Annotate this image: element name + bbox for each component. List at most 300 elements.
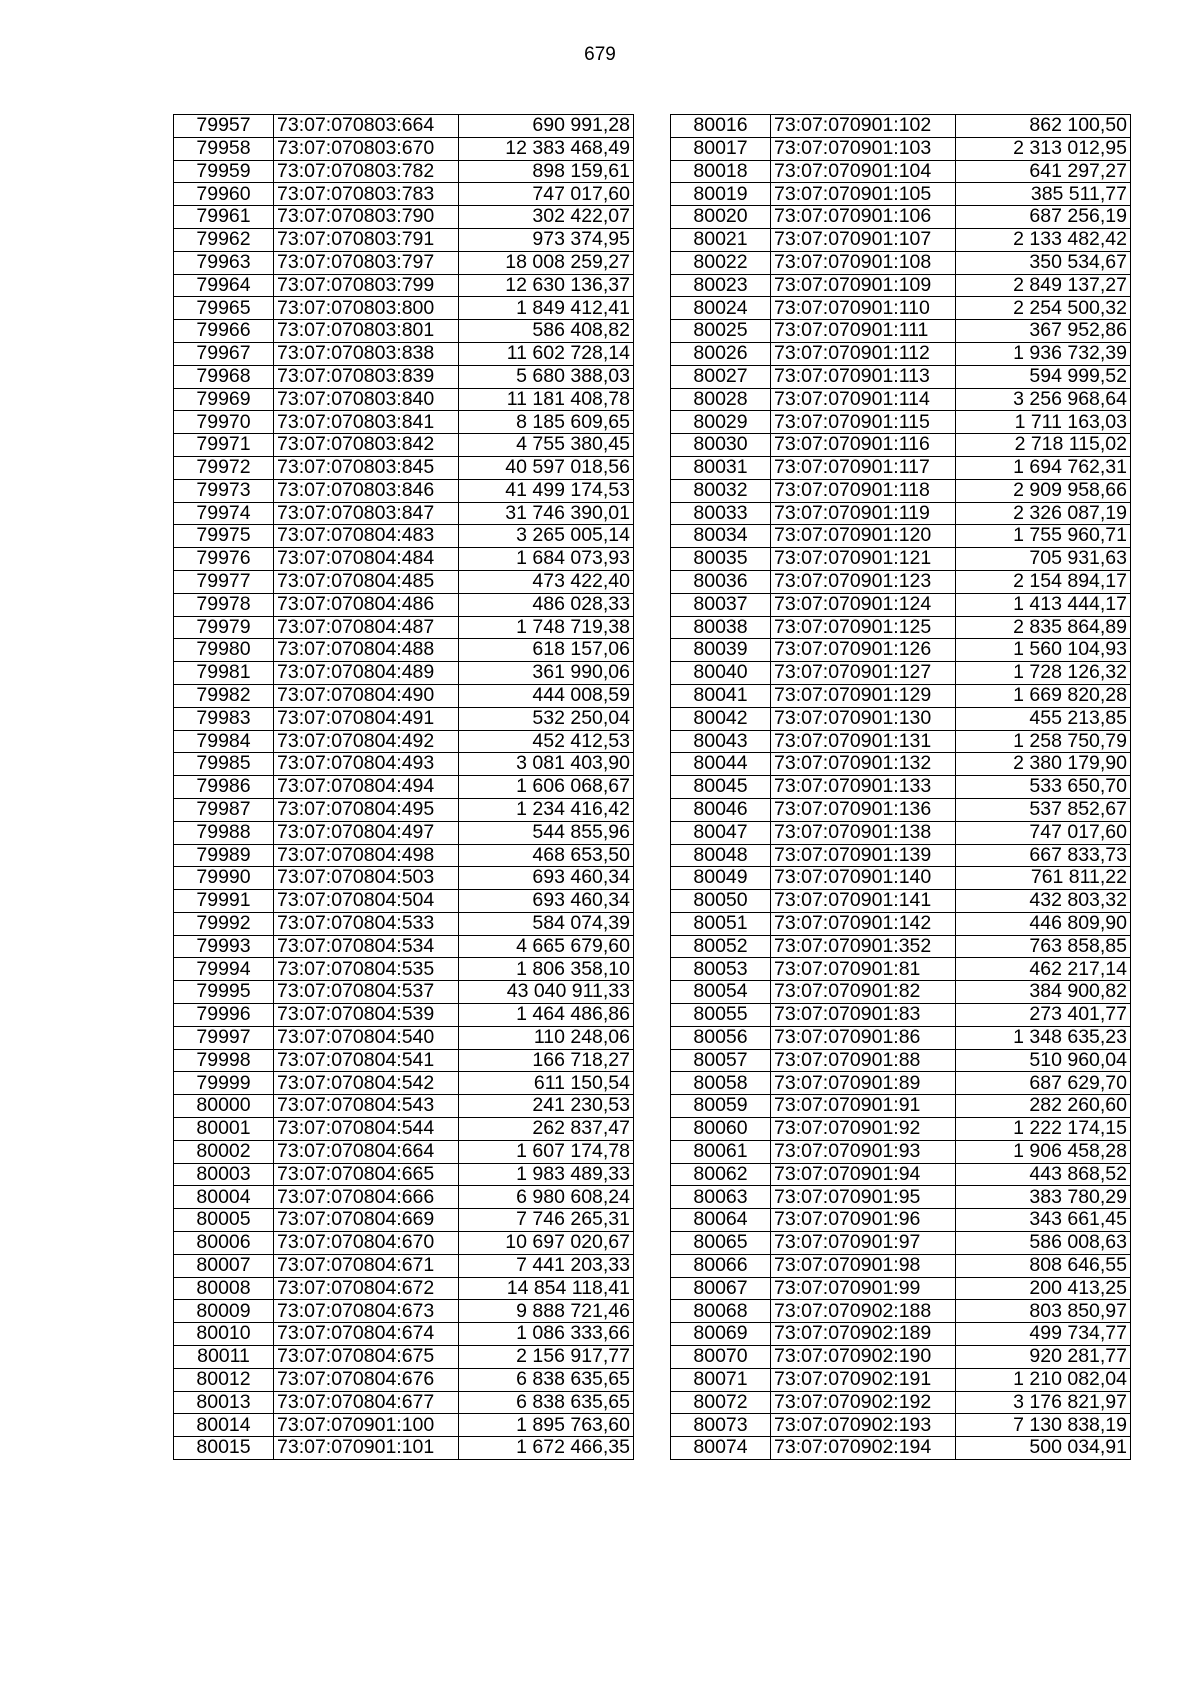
cadastral-number-cell: 73:07:070804:544	[274, 1118, 459, 1141]
row-number-cell: 79993	[174, 935, 274, 958]
row-number-cell: 79960	[174, 183, 274, 206]
value-cell: 2 133 482,42	[956, 228, 1131, 251]
row-number-cell: 80017	[671, 137, 771, 160]
row-number-cell: 80012	[174, 1368, 274, 1391]
table-row	[174, 1254, 634, 1277]
cadastral-number-cell: 73:07:070901:130	[771, 707, 956, 730]
value-cell: 584 074,39	[459, 912, 634, 935]
value-cell: 473 422,40	[459, 570, 634, 593]
cadastral-number-cell: 73:07:070804:541	[274, 1049, 459, 1072]
table-row	[671, 183, 1131, 206]
value-cell: 920 281,77	[956, 1346, 1131, 1369]
value-cell: 611 150,54	[459, 1072, 634, 1095]
value-cell: 1 234 416,42	[459, 798, 634, 821]
cadastral-number-cell: 73:07:070804:672	[274, 1277, 459, 1300]
table-row	[671, 935, 1131, 958]
table-row	[671, 570, 1131, 593]
row-number-cell: 79979	[174, 616, 274, 639]
cadastral-number-cell: 73:07:070901:121	[771, 548, 956, 571]
row-number-cell: 80065	[671, 1232, 771, 1255]
table-row	[671, 251, 1131, 274]
cadastral-number-cell: 73:07:070803:838	[274, 342, 459, 365]
row-number-cell: 79977	[174, 570, 274, 593]
table-row	[174, 411, 634, 434]
row-number-cell: 80048	[671, 844, 771, 867]
value-cell: 1 806 358,10	[459, 958, 634, 981]
row-number-cell: 79982	[174, 684, 274, 707]
value-cell: 594 999,52	[956, 365, 1131, 388]
value-cell: 763 858,85	[956, 935, 1131, 958]
value-cell: 200 413,25	[956, 1277, 1131, 1300]
row-number-cell: 80054	[671, 981, 771, 1004]
value-cell: 544 855,96	[459, 821, 634, 844]
row-number-cell: 80049	[671, 867, 771, 890]
table-row	[174, 707, 634, 730]
table-row	[174, 821, 634, 844]
row-number-cell: 80023	[671, 274, 771, 297]
value-cell: 1 983 489,33	[459, 1163, 634, 1186]
value-cell: 18 008 259,27	[459, 251, 634, 274]
cadastral-number-cell: 73:07:070803:797	[274, 251, 459, 274]
row-number-cell: 79975	[174, 525, 274, 548]
table-row	[174, 1414, 634, 1437]
value-cell: 1 348 635,23	[956, 1026, 1131, 1049]
cadastral-number-cell: 73:07:070804:486	[274, 593, 459, 616]
value-cell: 11 602 728,14	[459, 342, 634, 365]
table-row	[671, 662, 1131, 685]
row-number-cell: 79969	[174, 388, 274, 411]
table-row	[174, 228, 634, 251]
cadastral-number-cell: 73:07:070901:83	[771, 1004, 956, 1027]
table-row	[671, 297, 1131, 320]
cadastral-number-cell: 73:07:070901:117	[771, 456, 956, 479]
row-number-cell: 80061	[671, 1140, 771, 1163]
value-cell: 6 980 608,24	[459, 1186, 634, 1209]
table-row	[671, 411, 1131, 434]
cadastral-number-cell: 73:07:070804:498	[274, 844, 459, 867]
table-row	[174, 274, 634, 297]
cadastral-number-cell: 73:07:070902:192	[771, 1391, 956, 1414]
value-cell: 302 422,07	[459, 206, 634, 229]
cadastral-number-cell: 73:07:070902:193	[771, 1414, 956, 1437]
value-cell: 7 130 838,19	[956, 1414, 1131, 1437]
value-cell: 432 803,32	[956, 890, 1131, 913]
value-cell: 9 888 721,46	[459, 1300, 634, 1323]
cadastral-number-cell: 73:07:070804:504	[274, 890, 459, 913]
cadastral-number-cell: 73:07:070901:114	[771, 388, 956, 411]
value-cell: 586 408,82	[459, 320, 634, 343]
table-row	[671, 1300, 1131, 1323]
cadastral-number-cell: 73:07:070901:111	[771, 320, 956, 343]
row-number-cell: 80050	[671, 890, 771, 913]
row-number-cell: 80062	[671, 1163, 771, 1186]
table-row	[671, 1118, 1131, 1141]
cadastral-number-cell: 73:07:070901:126	[771, 639, 956, 662]
cadastral-number-cell: 73:07:070803:842	[274, 434, 459, 457]
value-cell: 7 441 203,33	[459, 1254, 634, 1277]
cadastral-number-cell: 73:07:070901:120	[771, 525, 956, 548]
cadastral-number-cell: 73:07:070901:104	[771, 160, 956, 183]
cadastral-number-cell: 73:07:070901:81	[771, 958, 956, 981]
table-row	[174, 912, 634, 935]
cadastral-number-cell: 73:07:070901:131	[771, 730, 956, 753]
table-row	[174, 434, 634, 457]
cadastral-number-cell: 73:07:070804:493	[274, 753, 459, 776]
table-row	[174, 137, 634, 160]
row-number-cell: 80001	[174, 1118, 274, 1141]
cadastral-number-cell: 73:07:070803:791	[274, 228, 459, 251]
row-number-cell: 80039	[671, 639, 771, 662]
value-cell: 241 230,53	[459, 1095, 634, 1118]
row-number-cell: 80064	[671, 1209, 771, 1232]
row-number-cell: 79984	[174, 730, 274, 753]
table-row	[671, 1254, 1131, 1277]
value-cell: 537 852,67	[956, 798, 1131, 821]
cadastral-number-cell: 73:07:070901:110	[771, 297, 956, 320]
value-cell: 262 837,47	[459, 1118, 634, 1141]
cadastral-number-cell: 73:07:070803:670	[274, 137, 459, 160]
table-row	[671, 365, 1131, 388]
cadastral-number-cell: 73:07:070804:495	[274, 798, 459, 821]
value-cell: 166 718,27	[459, 1049, 634, 1072]
value-cell: 452 412,53	[459, 730, 634, 753]
row-number-cell: 80035	[671, 548, 771, 571]
value-cell: 1 560 104,93	[956, 639, 1131, 662]
value-cell: 343 661,45	[956, 1209, 1131, 1232]
value-cell: 1 906 458,28	[956, 1140, 1131, 1163]
cadastral-number-cell: 73:07:070804:483	[274, 525, 459, 548]
row-number-cell: 80024	[671, 297, 771, 320]
row-number-cell: 79986	[174, 776, 274, 799]
table-row	[671, 1095, 1131, 1118]
value-cell: 4 755 380,45	[459, 434, 634, 457]
cadastral-number-cell: 73:07:070901:116	[771, 434, 956, 457]
table-row	[671, 1026, 1131, 1049]
value-cell: 1 413 444,17	[956, 593, 1131, 616]
value-cell: 761 811,22	[956, 867, 1131, 890]
row-number-cell: 80058	[671, 1072, 771, 1095]
value-cell: 1 849 412,41	[459, 297, 634, 320]
row-number-cell: 79961	[174, 206, 274, 229]
cadastral-number-cell: 73:07:070901:113	[771, 365, 956, 388]
row-number-cell: 79966	[174, 320, 274, 343]
table-row	[671, 434, 1131, 457]
cadastral-number-cell: 73:07:070804:666	[274, 1186, 459, 1209]
cadastral-number-cell: 73:07:070803:847	[274, 502, 459, 525]
row-number-cell: 80013	[174, 1391, 274, 1414]
value-cell: 1 748 719,38	[459, 616, 634, 639]
row-number-cell: 80006	[174, 1232, 274, 1255]
value-cell: 282 260,60	[956, 1095, 1131, 1118]
row-number-cell: 80029	[671, 411, 771, 434]
table-row	[174, 479, 634, 502]
table-row	[671, 1277, 1131, 1300]
table-row	[671, 684, 1131, 707]
row-number-cell: 79997	[174, 1026, 274, 1049]
cadastral-number-cell: 73:07:070804:534	[274, 935, 459, 958]
value-cell: 1 669 820,28	[956, 684, 1131, 707]
value-cell: 687 256,19	[956, 206, 1131, 229]
row-number-cell: 79978	[174, 593, 274, 616]
cadastral-number-cell: 73:07:070804:533	[274, 912, 459, 935]
table-row	[671, 844, 1131, 867]
table-row	[671, 707, 1131, 730]
value-cell: 31 746 390,01	[459, 502, 634, 525]
table-row	[671, 776, 1131, 799]
table-row	[174, 570, 634, 593]
table-row	[174, 206, 634, 229]
table-row	[671, 160, 1131, 183]
table-row	[174, 320, 634, 343]
row-number-cell: 80005	[174, 1209, 274, 1232]
table-row	[671, 639, 1131, 662]
value-cell: 687 629,70	[956, 1072, 1131, 1095]
cadastral-number-cell: 73:07:070804:671	[274, 1254, 459, 1277]
table-row	[174, 388, 634, 411]
cadastral-number-cell: 73:07:070901:100	[274, 1414, 459, 1437]
value-cell: 618 157,06	[459, 639, 634, 662]
value-cell: 1 936 732,39	[956, 342, 1131, 365]
table-row	[174, 1072, 634, 1095]
table-row	[174, 639, 634, 662]
value-cell: 3 265 005,14	[459, 525, 634, 548]
value-cell: 2 154 894,17	[956, 570, 1131, 593]
table-row	[174, 1049, 634, 1072]
cadastral-number-cell: 73:07:070901:129	[771, 684, 956, 707]
row-number-cell: 79967	[174, 342, 274, 365]
value-cell: 705 931,63	[956, 548, 1131, 571]
cadastral-number-cell: 73:07:070901:107	[771, 228, 956, 251]
row-number-cell: 80070	[671, 1346, 771, 1369]
row-number-cell: 80038	[671, 616, 771, 639]
page-number: 679	[584, 44, 616, 65]
value-cell: 1 728 126,32	[956, 662, 1131, 685]
value-cell: 1 755 960,71	[956, 525, 1131, 548]
table-row	[671, 798, 1131, 821]
row-number-cell: 80074	[671, 1437, 771, 1460]
value-cell: 110 248,06	[459, 1026, 634, 1049]
table-row	[671, 1232, 1131, 1255]
row-number-cell: 80022	[671, 251, 771, 274]
table-row	[174, 1118, 634, 1141]
row-number-cell: 80043	[671, 730, 771, 753]
cadastral-number-cell: 73:07:070804:675	[274, 1346, 459, 1369]
table-row	[174, 776, 634, 799]
row-number-cell: 79964	[174, 274, 274, 297]
value-cell: 8 185 609,65	[459, 411, 634, 434]
table-row	[174, 753, 634, 776]
cadastral-number-cell: 73:07:070804:503	[274, 867, 459, 890]
row-number-cell: 80059	[671, 1095, 771, 1118]
table-row	[174, 342, 634, 365]
row-number-cell: 80009	[174, 1300, 274, 1323]
row-number-cell: 79981	[174, 662, 274, 685]
table-row	[174, 1163, 634, 1186]
table-row	[671, 228, 1131, 251]
value-cell: 862 100,50	[956, 115, 1131, 138]
row-number-cell: 79968	[174, 365, 274, 388]
table-row	[671, 1391, 1131, 1414]
row-number-cell: 79959	[174, 160, 274, 183]
row-number-cell: 80016	[671, 115, 771, 138]
row-number-cell: 80007	[174, 1254, 274, 1277]
cadastral-number-cell: 73:07:070901:103	[771, 137, 956, 160]
value-cell: 383 780,29	[956, 1186, 1131, 1209]
row-number-cell: 80021	[671, 228, 771, 251]
table-row	[174, 1209, 634, 1232]
table-row	[671, 753, 1131, 776]
value-cell: 1 895 763,60	[459, 1414, 634, 1437]
value-cell: 2 254 500,32	[956, 297, 1131, 320]
table-row	[174, 958, 634, 981]
cadastral-number-cell: 73:07:070804:677	[274, 1391, 459, 1414]
value-cell: 2 313 012,95	[956, 137, 1131, 160]
value-cell: 443 868,52	[956, 1163, 1131, 1186]
cadastral-number-cell: 73:07:070803:839	[274, 365, 459, 388]
row-number-cell: 79971	[174, 434, 274, 457]
row-number-cell: 80056	[671, 1026, 771, 1049]
table-row	[671, 548, 1131, 571]
cadastral-number-cell: 73:07:070804:540	[274, 1026, 459, 1049]
value-cell: 500 034,91	[956, 1437, 1131, 1460]
cadastral-number-cell: 73:07:070803:664	[274, 115, 459, 138]
cadastral-number-cell: 73:07:070901:88	[771, 1049, 956, 1072]
value-cell: 641 297,27	[956, 160, 1131, 183]
cadastral-number-cell: 73:07:070804:491	[274, 707, 459, 730]
row-number-cell: 79994	[174, 958, 274, 981]
row-number-cell: 79998	[174, 1049, 274, 1072]
cadastral-number-cell: 73:07:070804:492	[274, 730, 459, 753]
row-number-cell: 79988	[174, 821, 274, 844]
table-row	[671, 821, 1131, 844]
table-row	[671, 912, 1131, 935]
table-row	[174, 844, 634, 867]
value-cell: 11 181 408,78	[459, 388, 634, 411]
cadastral-number-cell: 73:07:070803:845	[274, 456, 459, 479]
table-row	[174, 935, 634, 958]
value-cell: 462 217,14	[956, 958, 1131, 981]
table-row	[671, 1004, 1131, 1027]
value-cell: 14 854 118,41	[459, 1277, 634, 1300]
value-cell: 43 040 911,33	[459, 981, 634, 1004]
row-number-cell: 80044	[671, 753, 771, 776]
cadastral-number-cell: 73:07:070902:194	[771, 1437, 956, 1460]
value-cell: 367 952,86	[956, 320, 1131, 343]
value-cell: 586 008,63	[956, 1232, 1131, 1255]
cadastral-number-cell: 73:07:070804:485	[274, 570, 459, 593]
value-cell: 455 213,85	[956, 707, 1131, 730]
table-row	[671, 137, 1131, 160]
row-number-cell: 79973	[174, 479, 274, 502]
value-cell: 446 809,90	[956, 912, 1131, 935]
row-number-cell: 80037	[671, 593, 771, 616]
table-row	[174, 183, 634, 206]
cadastral-number-cell: 73:07:070804:484	[274, 548, 459, 571]
row-number-cell: 79963	[174, 251, 274, 274]
row-number-cell: 80068	[671, 1300, 771, 1323]
cadastral-number-cell: 73:07:070803:800	[274, 297, 459, 320]
value-cell: 6 838 635,65	[459, 1368, 634, 1391]
value-cell: 533 650,70	[956, 776, 1131, 799]
cadastral-number-cell: 73:07:070804:676	[274, 1368, 459, 1391]
table-row	[671, 1186, 1131, 1209]
row-number-cell: 79974	[174, 502, 274, 525]
row-number-cell: 80033	[671, 502, 771, 525]
row-number-cell: 80041	[671, 684, 771, 707]
row-number-cell: 80071	[671, 1368, 771, 1391]
table-row	[174, 456, 634, 479]
table-row	[671, 616, 1131, 639]
row-number-cell: 80032	[671, 479, 771, 502]
right-table-body	[671, 115, 1131, 1460]
table-row	[174, 662, 634, 685]
value-cell: 803 850,97	[956, 1300, 1131, 1323]
value-cell: 690 991,28	[459, 115, 634, 138]
table-row	[174, 890, 634, 913]
table-row	[671, 206, 1131, 229]
value-cell: 2 156 917,77	[459, 1346, 634, 1369]
row-number-cell: 80004	[174, 1186, 274, 1209]
cadastral-number-cell: 73:07:070901:352	[771, 935, 956, 958]
value-cell: 2 326 087,19	[956, 502, 1131, 525]
table-row	[174, 1277, 634, 1300]
row-number-cell: 80014	[174, 1414, 274, 1437]
cadastral-number-cell: 73:07:070804:489	[274, 662, 459, 685]
row-number-cell: 80066	[671, 1254, 771, 1277]
cadastral-number-cell: 73:07:070803:801	[274, 320, 459, 343]
table-row	[671, 115, 1131, 138]
table-row	[174, 1186, 634, 1209]
cadastral-number-cell: 73:07:070804:665	[274, 1163, 459, 1186]
left-table-body	[174, 115, 634, 1460]
row-number-cell: 80069	[671, 1323, 771, 1346]
cadastral-number-cell: 73:07:070901:115	[771, 411, 956, 434]
table-row	[174, 684, 634, 707]
cadastral-number-cell: 73:07:070804:669	[274, 1209, 459, 1232]
row-number-cell: 80036	[671, 570, 771, 593]
table-row	[174, 1140, 634, 1163]
value-cell: 1 210 082,04	[956, 1368, 1131, 1391]
value-cell: 41 499 174,53	[459, 479, 634, 502]
table-row	[174, 867, 634, 890]
row-number-cell: 80018	[671, 160, 771, 183]
row-number-cell: 79991	[174, 890, 274, 913]
cadastral-number-cell: 73:07:070901:89	[771, 1072, 956, 1095]
row-number-cell: 79989	[174, 844, 274, 867]
row-number-cell: 79985	[174, 753, 274, 776]
table-row	[671, 981, 1131, 1004]
cadastral-number-cell: 73:07:070902:189	[771, 1323, 956, 1346]
table-row	[174, 1026, 634, 1049]
cadastral-number-cell: 73:07:070901:99	[771, 1277, 956, 1300]
cadastral-number-cell: 73:07:070803:840	[274, 388, 459, 411]
table-row	[671, 1049, 1131, 1072]
value-cell: 6 838 635,65	[459, 1391, 634, 1414]
cadastral-number-cell: 73:07:070804:670	[274, 1232, 459, 1255]
table-row	[174, 798, 634, 821]
row-number-cell: 80057	[671, 1049, 771, 1072]
table-row	[671, 1323, 1131, 1346]
value-cell: 693 460,34	[459, 867, 634, 890]
table-row	[174, 1095, 634, 1118]
row-number-cell: 79957	[174, 115, 274, 138]
row-number-cell: 80051	[671, 912, 771, 935]
table-row	[174, 525, 634, 548]
cadastral-number-cell: 73:07:070804:673	[274, 1300, 459, 1323]
row-number-cell: 79999	[174, 1072, 274, 1095]
cadastral-number-cell: 73:07:070803:783	[274, 183, 459, 206]
value-cell: 808 646,55	[956, 1254, 1131, 1277]
